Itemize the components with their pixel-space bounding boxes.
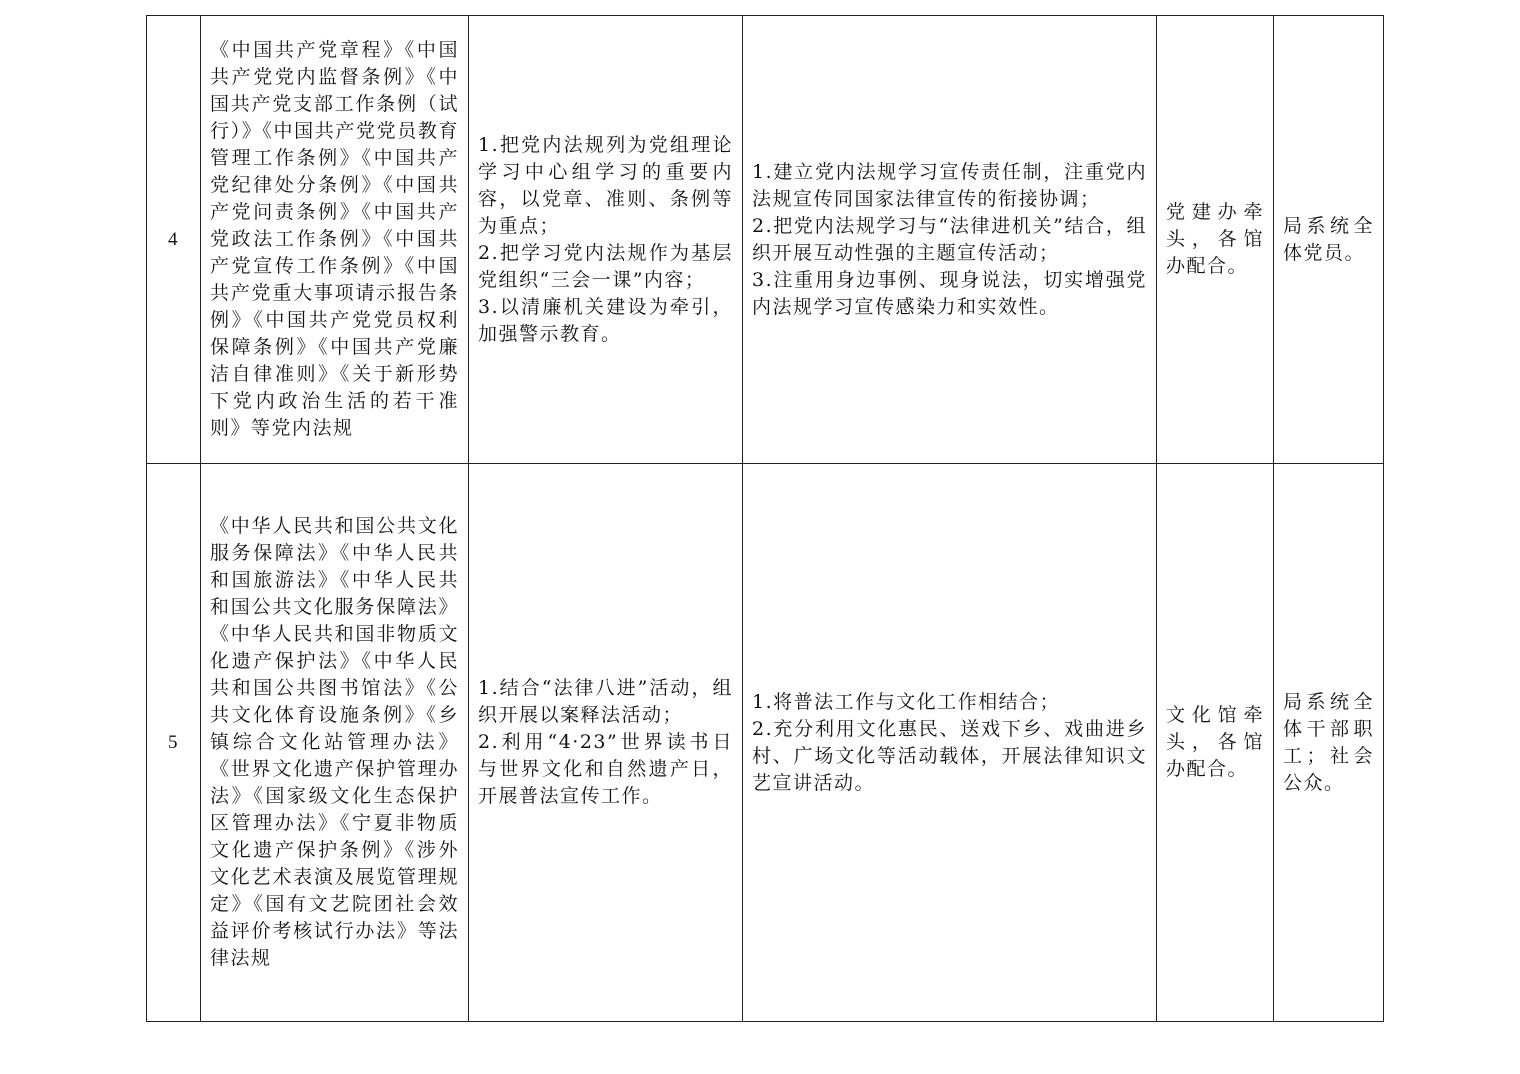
- row-number: 4: [147, 16, 201, 464]
- method-item: 2.把党内法规学习与“法律进机关”结合，组织开展互动性强的主题宣传活动；: [752, 214, 1147, 264]
- method-item: 2.充分利用文化惠民、送戏下乡、戏曲进乡村、广场文化等活动载体，开展法律知识文艺宣讲活动。: [752, 717, 1147, 794]
- method-item: 1.建立党内法规学习宣传责任制，注重党内法规宣传同国家法律宣传的衔接协调；: [752, 160, 1147, 210]
- measure-item: 2.把学习党内法规作为基层党组织“三会一课”内容；: [478, 241, 733, 291]
- target-audience-cell: 局系统全体干部职工；社会公众。: [1274, 464, 1384, 1022]
- table-row: [147, 464, 1384, 1022]
- responsible-unit-cell: 文化馆牵头，各馆办配合。: [1157, 464, 1274, 1022]
- measure-item: 3.以清廉机关建设为牵引，加强警示教育。: [478, 295, 733, 345]
- laws-cell: 《中华人民共和国公共文化服务保障法》《中华人民共和国旅游法》《中华人民共和国公共文化服务保障法》《中华人民共和国非物质文化遗产保护法》《中华人民共和国公共图书馆法》《公共文化体育设施条例》《乡镇综合文化站管理办法》《世界文化遗产保护管理办法》《国家级文化生态保护区管理办法》《宁夏非物质文化遗产保护条例》《涉外文化艺术表演及展览管理规定》《国有文艺院团社会效益评价考核试行办法》等法律法规: [201, 464, 469, 1022]
- measure-item: 1.结合“法律八进”活动，组织开展以案释法活动；: [478, 677, 733, 726]
- table-row: [147, 16, 1384, 464]
- measure-item: 1.把党内法规列为党组理论学习中心组学习的重要内容，以党章、准则、条例等为重点；: [478, 133, 733, 237]
- laws-cell: 《中国共产党章程》《中国共产党党内监督条例》《中国共产党支部工作条例（试行）》《中国共产党党员教育管理工作条例》《中国共产党纪律处分条例》《中国共产党问责条例》《中国共产党政法工作条例》《中国共产党宣传工作条例》《中国共产党重大事项请示报告条例》《中国共产党党员权利保障条例》《中国共产党廉洁自律准则》《关于新形势下党内政治生活的若干准则》等党内法规: [201, 16, 469, 464]
- responsible-unit-cell: 党建办牵头，各馆办配合。: [1157, 16, 1274, 464]
- law-education-plan-table: [146, 15, 1384, 1022]
- methods-cell: [743, 464, 1157, 1022]
- measures-cell: [469, 464, 743, 1022]
- measures-cell: [469, 16, 743, 464]
- target-audience-cell: 局系统全体党员。: [1274, 16, 1384, 464]
- measure-item: 2.利用“4·23”世界读书日与世界文化和自然遗产日，开展普法宣传工作。: [478, 731, 733, 807]
- methods-cell: [743, 16, 1157, 464]
- row-number: 5: [147, 464, 201, 1022]
- method-item: 3.注重用身边事例、现身说法，切实增强党内法规学习宣传感染力和实效性。: [752, 268, 1147, 318]
- method-item: 1.将普法工作与文化工作相结合；: [752, 690, 1061, 713]
